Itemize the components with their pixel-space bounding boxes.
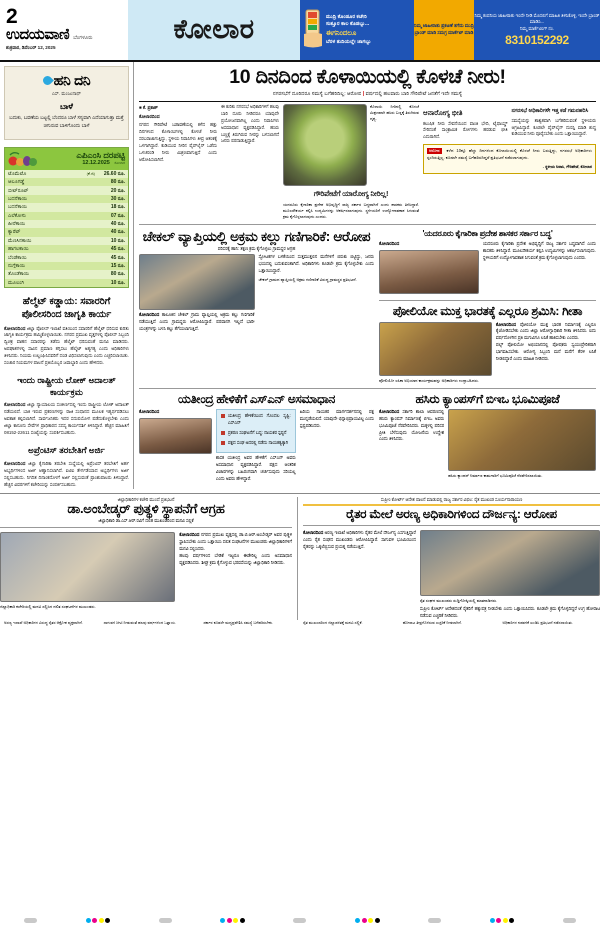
- mining-subheadline: ಪರಿಸರಕ್ಕೆ ಹಾನಿ: ತಕ್ಷಣ ಕ್ರಮ ಕೈಗೊಳ್ಳಲು ಗ್ರಾಮಸ್ಥರ ಆಗ್ರಹ: [217, 246, 296, 252]
- water-drop-icon: [41, 74, 54, 87]
- edition-label: ಬೆಂಗಳೂರು: [73, 35, 93, 41]
- polio-body-1: ಪೋಲಿಯೋ ಮುಕ್ತ ಭಾರತ ನಿರ್ಮಾಣಕ್ಕೆ ಎಲ್ಲರೂ ಕೈಜೋಡಿಸಬೇಕು ಎಂದು ಜಿಲ್ಲಾ ಆರೋಗ್ಯಾಧಿಕಾರಿ ಗೀತಾ ತಿಳಿಸಿದರು. ಐದು ವರ್ಷದೊಳಗಿನ ಪ್ರತಿ ಮಗುವಿಗೂ ಲಸಿಕೆ ಹಾಕಿಸಬೇಕು ಎಂದರು.: [495, 321, 597, 341]
- apmc-item-name: ಹಾಗಲಕಾಯಿ: [8, 246, 29, 253]
- lead-column-2: [221, 104, 279, 220]
- gray-patch: [563, 918, 576, 923]
- apmc-item-name: ಹೀರೆಕಾಯಿ: [8, 221, 26, 228]
- list-item: [221, 440, 291, 447]
- footnote-item: ಹೋರಾಟ ತೀವ್ರಗೊಳಿಸುವ ಎಚ್ಚರಿಕೆ ನೀಡಲಾಗಿದೆ.: [402, 620, 462, 626]
- apmc-item-name: ಕ್ಯಾರೆಟ್: [8, 229, 21, 236]
- cyan-dot: [86, 918, 91, 923]
- list-item: [221, 430, 291, 437]
- bl-kicker: ಜಿಲ್ಲಾಧಿಕಾರಿಗಳ ಕಚೇರಿ ಮುಂದೆ ಪ್ರತಿಭಟನೆ: [117, 496, 175, 502]
- polio-event-photo: [379, 322, 492, 376]
- lead-photo-caption-small: ಕೊಳಾಯಿ ನೀರಿನಲ್ಲಿ ಕೊಳಚೆ ಮಿಶ್ರಣವಾಗಿ ಹಸಿರು ಬಣ್ಣಕ್ಕೆ ತಿರುಗಿರುವ ದೃಶ್ಯ.: [370, 104, 419, 122]
- lead-photo-caption: ಗೌರಿಪೇಟೆಗೆ ಯಾರೋಗ್ಯ ನೀರಿಲ್ಲ!: [313, 189, 389, 199]
- table-row: [5, 237, 128, 245]
- apmc-item-unit: (ಕೆ.ಜಿ): [86, 170, 95, 176]
- lead-sub-left: ನಗರಸಭೆಗೆ ದೂರಿದರೂ ಸಮಸ್ಯೆ ಬಗೆಹರಿದಿಲ್ಲ: ಆರೋಪ: [272, 91, 362, 98]
- apmc-item-price: 18 ರೂ.: [110, 204, 125, 211]
- magenta-dot: [496, 918, 501, 923]
- mining-body-2: ಸ್ಫೋಟಕಗಳ ಬಳಕೆಯಿಂದ ಸುತ್ತಮುತ್ತಲಿನ ಮನೆಗಳಿಗೆ ಬಿರುಕು ಬಿಟ್ಟಿದ್ದು, ಜನರು ಭಯದಲ್ಲಿ ಬದುಕುವಂತಾಗಿದೆ. ಅಧಿಕಾರಿಗಳು ಕೂಡಲೇ ಕ್ರಮ ಕೈಗೊಳ್ಳಬೇಕು ಎಂದು ಒತ್ತಾಯಿಸಿದ್ದಾರೆ.: [258, 254, 374, 273]
- apmc-item-unit: [75, 213, 95, 219]
- ad-contact-label: ನಿಮ್ಮ ಮಾರ್ಕೆಟಿಂಗ್ ನಂ.: [519, 25, 555, 31]
- lead-body-2: ಈ ಕುರಿತು ನಗರಸಭೆ ಅಧಿಕಾರಿಗಳಿಗೆ ಹಲವು ಬಾರಿ ದೂರು ನೀಡಿದರೂ ಯಾವುದೇ ಪ್ರಯೋಜನವಾಗಿಲ್ಲ ಎಂದು ನಿವಾಸಿಗಳು ಅಸಮಾಧಾನ ವ್ಯಕ್ತಪಡಿಸಿದ್ದಾರೆ. ಹಸಿರು ಬಣ್ಣಕ್ಕೆ ತಿರುಗಿರುವ ನೀರನ್ನು ಬಳಸಲಾಗದೆ ಜನರು ಪರದಾಡುತ್ತಿದ್ದಾರೆ.: [221, 104, 279, 144]
- apmc-item-price: 20 ರೂ.: [110, 187, 125, 194]
- bottom-section: [0, 493, 600, 620]
- dc-office-photo: [0, 532, 175, 602]
- lead-byline-place: ಕೋಲಾರದಿಂದ: [139, 114, 160, 120]
- gray-patch: [24, 918, 37, 923]
- top-advertisement[interactable]: [300, 0, 600, 60]
- apmc-item-unit: [75, 263, 95, 269]
- black-dot: [375, 918, 380, 923]
- middle-band: [139, 229, 596, 384]
- apmc-source: ಕೋಲಾರ: [114, 160, 125, 165]
- footnote-row: [0, 620, 600, 626]
- br-headline: ರೈತರ ಮೇಲೆ ಅರಣ್ಯ ಅಧಿಕಾರಿಗಳಿಂದ ದೌರ್ಜನ್ಯ: ಆರೋಪ: [346, 506, 557, 521]
- gray-patch: [293, 918, 306, 923]
- polio-body-2: ಪಲ್ಸ್ ಪೋಲಿಯೋ ಅಭಿಯಾನದಲ್ಲಿ ಪೋಷಕರು ಸ್ವಯಂಪ್ರೇರಿತರಾಗಿ ಭಾಗವಹಿಸಬೇಕು. ಆರೋಗ್ಯ ಸಿಬ್ಬಂದಿ ಮನೆ ಮನೆಗೆ ತೆರಳಿ ಲಸಿಕೆ ನೀಡಲಿದ್ದಾರೆ ಎಂದು ಮಾಹಿತಿ ನೀಡಿದರು.: [495, 342, 596, 361]
- apmc-item-price: 10 ರೂ.: [110, 237, 125, 244]
- lead-byline: ■ ಕೆ. ಪ್ರಕಾಶ್: [139, 105, 158, 111]
- left-story-helmet: [4, 296, 129, 367]
- br-caption: ರೈತ ಸಂಘದ ಮುಖಂಡರು ಸುದ್ದಿಗೋಷ್ಠಿಯಲ್ಲಿ ಮಾತನಾಡಿದರು.: [419, 598, 498, 604]
- story-byline: ಕೋಲಾರದಿಂದ: [4, 402, 26, 408]
- list-item: [221, 413, 291, 427]
- quote-text: ಕಳೆದ 10ಕ್ಕೂ ಹೆಚ್ಚು ದಿನಗಳಿಂದ ಕೊಳಾಯಿಯಲ್ಲಿ ಕೊಳಚೆ ನೀರು ಬರುತ್ತಿದ್ದು, ನಗರಸಭೆ ಅಧಿಕಾರಿಗಳು ಸ್ಪಂದಿಸುತ್ತಿಲ್ಲ. ಕೂಡಲೇ ಸಮಸ್ಯೆ ಬಗೆಹರಿಸದಿದ್ದರೆ ಪ್ರತಿಭಟನೆ ನಡೆಸಲಾಗುವುದು.: [427, 148, 592, 160]
- bullet-icon: [221, 414, 225, 418]
- quote-attribution: - ಸ್ಥಳೀಯ ನಿವಾಸಿ, ಗೌರಿಪೇಟೆ, ಕೋಲಾರ: [542, 163, 592, 169]
- hanidani-title: ಹನಿ ದನಿ: [53, 72, 91, 88]
- mining-headline: ಚೇಕಲ್ ವ್ಯಾಪ್ತಿಯಲ್ಲಿ ಅಕ್ರಮ ಕಲ್ಲು ಗಣಿಗಾರಿಕೆ: ಆರೋಪ: [142, 229, 371, 245]
- apmc-item-name: ಆಲೂಗಡ್ಡೆ: [8, 179, 25, 186]
- br-body-2: ಸುಪ್ರೀಂ ಕೋರ್ಟ್ ಆದೇಶದಂತೆ ರೈತರಿಗೆ ಹಕ್ಕುಪತ್ರ ನೀಡಬೇಕು ಎಂದು ಒತ್ತಾಯಿಸಿದರು. ಕೂಡಲೇ ಕ್ರಮ ಕೈಗೊಳ್ಳದಿದ್ದರೆ ಉಗ್ರ ಹೋರಾಟ ನಡೆಸುವ ಎಚ್ಚರಿಕೆ ನೀಡಿದರು.: [419, 606, 600, 619]
- footnote-item: ಅಧಿಕಾರಿಗಳ ನಡವಳಿಕೆ ಖಂಡಿಸಿ ಪ್ರತಿಭಟನೆ ನಡೆಸಲಾಯಿತು.: [502, 620, 573, 626]
- color-dots: [355, 918, 380, 923]
- story-body: [4, 460, 129, 489]
- yellow-dot: [99, 918, 104, 923]
- third-band: [139, 393, 596, 483]
- apmc-item-name: ಟೊಮೆಟೊ: [8, 170, 27, 177]
- apmc-item-name: ಮೂಲಂಗಿ: [8, 279, 25, 286]
- gray-patch: [428, 918, 441, 923]
- apmc-item-name: ನುಗ್ಗೆಕಾಯಿ: [8, 262, 25, 269]
- apmc-item-unit: [75, 255, 95, 261]
- lead-body-1: ನಗರದ ಗೌರಿಪೇಟೆ ಬಡಾವಣೆಯಲ್ಲಿ ಕಳೆದ ಹತ್ತು ದಿನಗಳಿಂದ ಕೊಳಾಯಿಗಳಲ್ಲಿ ಕೊಳಚೆ ನೀರು ಸರಬರಾಜಾಗುತ್ತಿದ್ದು, ಸ್ಥಳೀಯ ನಿವಾಸಿಗಳು ತೀವ್ರ ಆತಂಕಕ್ಕೆ ಒಳಗಾಗಿದ್ದಾರೆ. ಕುಡಿಯುವ ನೀರಿನ ಪೈಪ್‌ಲೈನ್ ಒಡೆದು ಒಳಚರಂಡಿ ನೀರು ಮಿಶ್ರಣವಾಗುತ್ತಿದೆ ಎಂದು ಆರೋಪಿಸಲಾಗಿದೆ.: [139, 122, 217, 162]
- table-row: [5, 262, 128, 270]
- box1-body: ಕಲುಷಿತ ನೀರು ಸೇವನೆಯಿಂದ ವಾಂತಿ ಭೇದಿ, ಟೈಫಾಯ್ಡ್ ಸೇರಿದಂತೆ ಸಾಂಕ್ರಾಮಿಕ ರೋಗಗಳು ಹರಡುವ ಭೀತಿ ಎದುರಾಗಿದೆ.: [423, 120, 508, 140]
- ad-middle-line: ನಿಮ್ಮ ಜಾಹೀರಾತು ಪ್ರಕಟಣೆ ತಗೆದು ಮುದ್ರಿ ಬ್ರಾಂಡ್ ಮಾಡಿ ಸಮಗ್ರ ಮಾರ್ಕೆಟ್ ಮಾಡಿ: [414, 23, 474, 35]
- mining-protest-photo: [139, 254, 255, 310]
- issue-date: ಶುಕ್ರವಾರ, ಡಿಸೆಂಬರ್ 12, 2025: [6, 44, 56, 50]
- polio-byline: ಕೋಲಾರದಿಂದ: [495, 321, 516, 327]
- table-row: [5, 186, 128, 194]
- lead-story: [139, 67, 596, 220]
- yellow-dot: [233, 918, 238, 923]
- cyan-dot: [355, 918, 360, 923]
- ad-highlight2: ಬೆರಳ ತುದಿಯಲ್ಲೇ ಜಾಗಬ್ಬು: [326, 38, 372, 45]
- bl-body-1: ನಗರದ ಪ್ರಮುಖ ವೃತ್ತದಲ್ಲಿ ಡಾ.ಬಿ.ಆರ್.ಅಂಬೇಡ್ಕರ್ ಅವರ ಪುತ್ಥಳಿ ಸ್ಥಾಪಿಸಬೇಕು ಎಂದು ಒತ್ತಾಯಿಸಿ ದಲಿತ ಸಂಘಟನೆಗಳ ಮುಖಂಡರು ಜಿಲ್ಲಾಧಿಕಾರಿಗಳಿಗೆ ಮನವಿ ಸಲ್ಲಿಸಿದರು.: [179, 532, 292, 551]
- br-kicker: ಸುಪ್ರೀಂ ಕೋರ್ಟ್ ಆದೇಶ ಪಾಲನೆ ಮಾಡುವಲ್ಲಿ ರಾಜ್ಯ ಸರ್ಕಾರ ವಿಫಲ: ರೈತ ಮುಖಂಡ ಸೂರ್ಯನಾರಾಯಣ: [380, 496, 523, 502]
- color-dots: [220, 918, 245, 923]
- black-dot: [240, 918, 245, 923]
- speaker-portrait-photo: [379, 250, 479, 294]
- table-row: [5, 270, 128, 278]
- bl-subheadline: ಜಿಲ್ಲಾಧಿಕಾರಿ ಡಾ.ಎಸ್.ಆರ್.ರವಿಗೆ ದಲಿತ ಮುಖಂಡರಿಂದ ಮನವಿ ಸಲ್ಲಿಕೆ: [98, 518, 194, 524]
- magenta-dot: [227, 918, 232, 923]
- table-row: [5, 178, 128, 186]
- apmc-item-price: 80 ರೂ.: [110, 179, 125, 186]
- apmc-item-price: 30 ರೂ.: [110, 195, 125, 202]
- quote-flag: ಆರೋಪ: [429, 149, 440, 154]
- lead-sub-separator: |: [362, 91, 365, 98]
- mining-byline: ಕೋಲಾರದಿಂದ: [139, 312, 160, 318]
- story-body: [4, 401, 129, 437]
- apmc-date: 12.12.2025: [82, 159, 110, 166]
- hanidani-author: ಎಸ್. ಮಂಜುನಾಥ್: [51, 91, 81, 96]
- table-row: [5, 220, 128, 228]
- magenta-dot: [362, 918, 367, 923]
- apmc-item-unit: [75, 204, 95, 210]
- box2-title: ನಗರಸಭೆ ಅಧಿಕಾರಿಗಳೇ ಇತ್ತ ಕಡೆ ಗಮನಹರಿಸಿ: [511, 108, 589, 115]
- ad-middle-text: [414, 0, 474, 60]
- bl-body-2: ಹಲವು ವರ್ಷಗಳಿಂದ ಬೇಡಿಕೆ ಇಟ್ಟರೂ ಈಡೇರಿಲ್ಲ ಎಂದು ಅಸಮಾಧಾನ ವ್ಯಕ್ತಪಡಿಸಿದರು. ಶೀಘ್ರ ಕ್ರಮ ಕೈಗೊಳ್ಳುವ ಭರವಸೆಯನ್ನು ಜಿಲ್ಲಾಧಿಕಾರಿ ನೀಡಿದರು.: [179, 552, 292, 565]
- left-story-lokadalat: [4, 375, 129, 437]
- yellow-dot: [503, 918, 508, 923]
- apmc-item-price: 80 ರೂ.: [110, 271, 125, 278]
- box2-body: ಸಮಸ್ಯೆಯನ್ನು ಶಾಶ್ವತವಾಗಿ ಬಗೆಹರಿಸುವಂತೆ ಸ್ಥಳೀಯರು ಆಗ್ರಹಿಸಿದ್ದಾರೆ. ಕೂಡಲೇ ಪೈಪ್‌ಲೈನ್ ದುರಸ್ತಿ ಮಾಡಿ ಶುದ್ಧ ಕುಡಿಯುವ ನೀರು ಪೂರೈಸಬೇಕು ಎಂದು ಒತ್ತಾಯಿಸಿದ್ದಾರೆ.: [511, 117, 596, 137]
- apmc-item-name: ಎಲೆಕೋಸು: [8, 212, 26, 219]
- story-mining: [139, 229, 374, 384]
- footnote-item: ಸರ್ಕಾರ ಕೂಡಲೇ ಮಧ್ಯಪ್ರವೇಶಿಸಿ ಸಮಸ್ಯೆ ಬಗೆಹರಿಸಬೇಕು.: [203, 620, 274, 626]
- masthead-identity: [0, 0, 128, 60]
- right-band: [379, 229, 596, 384]
- apmc-item-price: 45 ರೂ.: [110, 246, 125, 253]
- black-dot: [105, 918, 110, 923]
- magenta-dot: [92, 918, 97, 923]
- apmc-item-price: 10 ರೂ.: [110, 279, 125, 286]
- lead-subheadline: [139, 91, 596, 98]
- yatindra-byline: ಕೋಲಾರದಿಂದ: [139, 408, 160, 414]
- br-byline: ಕೋಲಾರದಿಂದ: [303, 530, 324, 536]
- city-name: ಕೋಲಾರ: [173, 14, 255, 44]
- hasiru-caption: ಹಸಿರು ಕ್ಯಾಂಪಸ್ ನಿರ್ಮಾಣ ಕಾಮಗಾರಿಗೆ ಭೂಮಿಪೂಜೆ ನೆರವೇರಿಸಲಾಯಿತು.: [448, 472, 543, 478]
- story-byline: ಕೋಲಾರದಿಂದ: [4, 325, 26, 331]
- apmc-item-unit: [75, 238, 95, 244]
- ad-contact: [474, 0, 600, 60]
- ad-line1: ಮುದ್ರಿ ಕೊಂಡೂರ ಕಚೇರಿ: [326, 13, 367, 20]
- hanidani-poetry-box: [4, 66, 129, 140]
- ad-phone-number[interactable]: 8310152292: [505, 33, 569, 48]
- footnote-item: ಸಾಗುವಳಿ ಚೀಟಿ ನೀಡುವಂತೆ ಹಲವು ವರ್ಷಗಳಿಂದ ಒತ್ತಾಯ.: [103, 620, 176, 626]
- footnote-item: ಅರಣ್ಯ ಇಲಾಖೆ ಅಧಿಕಾರಿಗಳ ವಿರುದ್ಧ ರೈತರ ಆಕ್ರೋಶ ವ್ಯಕ್ತವಾಗಿದೆ.: [4, 620, 83, 626]
- apmc-item-price: 40 ರೂ.: [110, 221, 125, 228]
- lead-column-4: [423, 104, 596, 220]
- contaminated-water-photo: [283, 104, 367, 186]
- lead-headline: 10 ದಿನದಿಂದ ಕೊಳಾಯಿಯಲ್ಲಿ ಕೊಳಚೆ ನೀರು!: [229, 66, 506, 88]
- apmc-price-table: [4, 147, 129, 288]
- story-text: ಜಿಲ್ಲಾ ಪೊಲೀಸ್ ಇಲಾಖೆ ವತಿಯಿಂದ ಸವಾರರಿಗೆ ಹೆಲ್ಮೆಟ್ ಧರಿಸುವ ಕುರಿತು ಜಾಗೃತಿ ಕಾರ್ಯಕ್ರಮ ಹಮ್ಮಿಕೊಳ್ಳಲಾಯಿತು. ನಗರದ ಪ್ರಮುಖ ವೃತ್ತಗಳಲ್ಲಿ ಪೊಲೀಸ್ ಸಿಬ್ಬಂದಿ ದ್ವಿಚಕ್ರ ವಾಹನ ಸವಾರರನ್ನು ತಡೆದು ಹೆಲ್ಮೆಟ್ ಧರಿಸುವಂತೆ ಮನವಿ ಮಾಡಿದರು. ಅಪಘಾತಗಳಲ್ಲಿ ಸಾವಿನ ಪ್ರಮಾಣ ತಗ್ಗಿಸಲು ಹೆಲ್ಮೆಟ್ ಅತ್ಯಗತ್ಯ ಎಂದು ಅಧಿಕಾರಿಗಳು ತಿಳಿಸಿದರು. ನಿಯಮ ಉಲ್ಲಂಘಿಸಿದವರಿಗೆ ದಂಡ ವಿಧಿಸಲಾಗುವುದು ಎಂದು ಎಚ್ಚರಿಸಲಾಯಿತು. ಸಂಚಾರ ನಿಯಮಗಳ ಪಾಲನೆ ಪ್ರತಿಯೊಬ್ಬರ ಜವಾಬ್ದಾರಿ ಎಂದು ಹೇಳಿದರು.: [4, 325, 129, 366]
- lead-columns: [139, 104, 596, 220]
- bullet-text: ಯತೀಂದ್ರ ಹೇಳಿಕೆಯಿಂದ ಗೊಂದಲ ಸೃಷ್ಟಿ: ಎಸ್‌ಎನ್: [227, 412, 291, 425]
- story-headline: ಹೆಲ್ಮೆಟ್ ಕಡ್ಡಾಯ: ಸವಾರರಿಗೆ ಪೊಲೀಸರಿಂದ ಜಾಗೃತಿ ಕಾರ್ಯ: [21, 295, 112, 320]
- story-hasiru: [379, 393, 596, 483]
- hasiru-headline: ಹಸಿರು ಕ್ಯಾಂಪಸ್‌ಗೆ ಬಿಇಒ ಭೂಮಿಪೂಜೆ: [415, 391, 560, 406]
- page-number: 2: [6, 5, 18, 28]
- bullet-icon: [221, 431, 225, 435]
- bullet-text: ಪ್ರಕರಣ ಸಂಘಟನೆಗೆ ಬದ್ಧ: ನಾಯಕರ ಸ್ಪಷ್ಟನೆ: [227, 429, 287, 435]
- apmc-item-name: ಬೆಂಡೆಕಾಯಿ: [8, 254, 27, 261]
- apmc-item-name: ಬದನೆಕಾಯಿ: [8, 195, 27, 202]
- table-row: [5, 228, 128, 236]
- polio-headline: ಪೋಲಿಯೋ ಮುಕ್ತ ಭಾರತಕ್ಕೆ ಎಲ್ಲರೂ ಶ್ರಮಿಸಿ: ಗೀತಾ: [392, 304, 583, 319]
- apmc-item-unit: [75, 246, 95, 252]
- paper-name: ಉದಯವಾಣಿ: [6, 26, 70, 43]
- city-banner: [128, 0, 300, 60]
- color-dots: [86, 918, 111, 923]
- apmc-item-unit: [75, 229, 95, 235]
- apmc-item-price: 26.60 ರೂ.: [103, 170, 125, 177]
- story-text: ಜಿಲ್ಲಾ ನ್ಯಾಯಾಲಯ ಸಂಕೀರ್ಣದಲ್ಲಿ ಇಂದು ರಾಷ್ಟ್ರೀಯ ಲೋಕ್ ಅದಾಲತ್ ನಡೆಯಲಿದೆ. ಬಾಕಿ ಇರುವ ಪ್ರಕರಣಗಳನ್ನು ರಾಜಿ ಸಂಧಾನದ ಮೂಲಕ ಇತ್ಯರ್ಥಪಡಿಸಲು ಅವಕಾಶ ಕಲ್ಪಿಸಲಾಗಿದೆ. ಸಾರ್ವಜನಿಕರು ಇದರ ಸದುಪಯೋಗ ಪಡೆದುಕೊಳ್ಳಬೇಕು ಎಂದು ಜಿಲ್ಲಾ ಕಾನೂನು ಸೇವೆಗಳ ಪ್ರಾಧಿಕಾರದ ಸದಸ್ಯ ಕಾರ್ಯದರ್ಶಿ ತಿಳಿಸಿದ್ದಾರೆ. ಹೆಚ್ಚಿನ ಮಾಹಿತಿಗೆ 08152-22611 ಸಂಖ್ಯೆಯನ್ನು ಸಂಪರ್ಕಿಸಬಹುದು.: [4, 402, 129, 436]
- apmc-title: ಎಪಿಎಂಸಿ ದರಪಟ್ಟಿ: [76, 150, 125, 161]
- apmc-item-price: 40 ರೂ.: [110, 229, 125, 236]
- ad-highlight1: ಈಗನಿಂದಲೂ: [326, 29, 357, 37]
- story-headline: ಅಪ್ರೆಂಟಿಸ್ ತರಬೇತಿಗೆ ಅರ್ಜಿ: [28, 445, 105, 456]
- yellow-rule: [303, 504, 600, 506]
- story-headline: ಇಂದು ರಾಷ್ಟ್ರೀಯ ಲೋಕ್ ಅದಾಲತ್ ಕಾರ್ಯಕ್ರಮ: [17, 375, 116, 397]
- masthead: [0, 0, 600, 62]
- table-row: [5, 279, 128, 287]
- yadaduru-headline: 'ಯದರೂರು ಕೈಗಾರಿಕಾ ಪ್ರದೇಶ ಶಾಸಕರ ಸರ್ಕಾರ ಬದ್ಧ': [422, 229, 553, 239]
- left-story-apprentice: [4, 445, 129, 488]
- story-body: [4, 325, 129, 368]
- yadaduru-byline: ಕೋಲಾರದಿಂದ: [379, 241, 400, 247]
- hand-phone-icon: [302, 8, 324, 48]
- yatindra-portrait-photo: [139, 418, 212, 454]
- bl-byline: ಕೋಲಾರದಿಂದ: [179, 532, 200, 538]
- gray-patch: [159, 918, 172, 923]
- lead-photo-block: [283, 104, 419, 220]
- br-body-1: ಅರಣ್ಯ ಇಲಾಖೆ ಅಧಿಕಾರಿಗಳು ರೈತರ ಮೇಲೆ ದೌರ್ಜನ್ಯ ಎಸಗುತ್ತಿದ್ದಾರೆ ಎಂದು ರೈತ ಸಂಘದ ಮುಖಂಡರು ಆರೋಪಿಸಿದ್ದಾರೆ. ಸಾಗುವಳಿ ಭೂಮಿಯಿಂದ ರೈತರನ್ನು ಒಕ್ಕಲೆಬ್ಬಿಸುವ ಪ್ರಯತ್ನ ನಡೆಯುತ್ತಿದೆ.: [303, 530, 416, 550]
- vegetables-icon: [8, 150, 38, 168]
- bl-caption: ಜಿಲ್ಲಾಧಿಕಾರಿ ಕಚೇರಿಯಲ್ಲಿ ಮನವಿ ಸಲ್ಲಿಸಿದ ದಲಿತ ಸಂಘಟನೆಗಳ ಮುಖಂಡರು.: [0, 604, 96, 610]
- content-grid: [0, 62, 600, 489]
- yatindra-headline: ಯತೀಂದ್ರ ಹೇಳಿಕೆಗೆ ಎಸ್‌ಎನ್ ಅಸಮಾಧಾನ: [177, 391, 336, 406]
- yellow-dot: [368, 918, 373, 923]
- lead-column-1: [139, 104, 217, 220]
- table-row: [5, 212, 128, 220]
- ad-line2: ಸುತ್ತೂರ ಕಾಲ ಕೊಡಬ್ಬು...: [326, 21, 370, 28]
- cyan-dot: [220, 918, 225, 923]
- bottom-right-story: [298, 497, 600, 620]
- poem-title: ಬಾಳೆ: [60, 102, 73, 111]
- apmc-item-name: ಮೆಣಸಿನಕಾಯಿ: [8, 237, 32, 244]
- apmc-header: [5, 148, 128, 170]
- table-row: [5, 203, 128, 211]
- apmc-item-price: 07 ರೂ.: [110, 212, 125, 219]
- farmers-meeting-photo: [420, 530, 600, 596]
- hasiru-byline: ಕೋಲಾರದಿಂದ: [379, 408, 400, 414]
- bullet-icon: [221, 441, 225, 445]
- left-sidebar: [0, 62, 134, 489]
- mining-caption: ಚೇಕಲ್ ಗ್ರಾಮದ ವ್ಯಾಪ್ತಿಯಲ್ಲಿ ಅಕ್ರಮ ಗಣಿಗಾರಿಕೆ ವಿರುದ್ಧ ಗ್ರಾಮಸ್ಥರ ಪ್ರತಿಭಟನೆ.: [258, 276, 357, 282]
- apmc-item-name: ತೊಂಡೆಕಾಯಿ: [8, 271, 30, 278]
- apmc-item-price: 15 ರೂ.: [110, 262, 125, 269]
- table-row: [5, 170, 128, 178]
- yatindra-bullets: [216, 409, 296, 454]
- apmc-item-unit: [75, 280, 95, 286]
- yatindra-body-2: ಹಿರಿಯ ನಾಯಕರ ಮಾರ್ಗದರ್ಶನದಲ್ಲಿ ಪಕ್ಷ ಮುನ್ನಡೆಯಲಿದೆ. ಯಾವುದೇ ಭಿನ್ನಾಭಿಪ್ರಾಯವಿಲ್ಲ ಎಂದು ಸ್ಪಷ್ಟಪಡಿಸಿದರು.: [299, 408, 374, 428]
- main-content: [134, 62, 600, 489]
- lead-sub-right: ವರ್ಷದಲ್ಲಿ ಹಲವಾರು ಬಾರಿ ಗೌರಿಪೇಟೆ ಜನತೆಗೆ ಇದೇ ಸಮಸ್ಯೆ: [365, 91, 463, 98]
- table-row: [5, 253, 128, 261]
- bl-headline: ಡಾ.ಅಂಬೇಡ್ಕರ್ ಪುತ್ಥಳಿ ಸ್ಥಾಪನೆಗೆ ಆಗ್ರಹ: [67, 500, 225, 516]
- print-registration-bar: [0, 912, 600, 928]
- cyan-dot: [490, 918, 495, 923]
- lead-quote-box: [423, 144, 596, 174]
- bottom-left-story: [0, 497, 298, 620]
- apmc-item-unit: [75, 196, 95, 202]
- story-yatindra: [139, 393, 374, 483]
- hanidani-logo: [43, 72, 91, 89]
- hasiru-body: ಸರ್ಕಾರಿ ಶಾಲಾ ಆವರಣದಲ್ಲಿ ಹಸಿರು ಕ್ಯಾಂಪಸ್ ನಿರ್ಮಾಣಕ್ಕೆ ಬಿಇಒ ಅವರು ಭೂಮಿಪೂಜೆ ನೆರವೇರಿಸಿದರು. ಮಕ್ಕಳಲ್ಲಿ ಪರಿಸರ ಪ್ರೀತಿ ಬೆಳೆಸುವುದು ಯೋಜನೆಯ ಉದ್ದೇಶ ಎಂದು ತಿಳಿಸಿದರು.: [379, 408, 445, 442]
- apmc-item-unit: [75, 221, 95, 227]
- ad-right-line: ನಿಮ್ಮ ಕಂಪನಿಯ ಜಾಹೀರಾತು ಇಂದೇ ನೀಡಿ ಮೊದಲಿಗೆ ಮಾಹಿತಿ ತಿಳಿಸಿಕೊಳ್ಳಿ, ಇಂದೇ ಬ್ರಾಂಡ್ ಮಾಡಿಸಿ...: [474, 12, 600, 25]
- apmc-item-unit: [75, 188, 95, 194]
- apmc-item-name: ಬೀಟ್‌ರೂಟ್: [8, 187, 29, 194]
- apmc-item-unit: [75, 179, 95, 185]
- color-dots: [490, 918, 515, 923]
- yadaduru-body: ಯದರೂರು ಕೈಗಾರಿಕಾ ಪ್ರದೇಶ ಅಭಿವೃದ್ಧಿಗೆ ರಾಜ್ಯ ಸರ್ಕಾರ ಬದ್ಧವಾಗಿದೆ ಎಂದು ಶಾಸಕರು ತಿಳಿಸಿದ್ದಾರೆ. ಮೂಲಸೌಕರ್ಯ ಕಲ್ಪಿಸಿ ಉದ್ಯಮಿಗಳನ್ನು ಆಕರ್ಷಿಸಲಾಗುವುದು. ಸ್ಥಳೀಯರಿಗೆ ಉದ್ಯೋಗಾವಕಾಶ ಸಿಗುವಂತೆ ಕ್ರಮ ಕೈಗೊಳ್ಳಲಾಗುವುದು ಎಂದರು.: [482, 241, 596, 260]
- lead-reporter: ಕೆ. ಪ್ರಕಾಶ್: [142, 105, 158, 111]
- apmc-item-name: ಬದನೆಕಾಯಿ: [8, 204, 27, 211]
- lead-extra-text: ಯದರೂರು ಕೈಗಾರಿಕಾ ಪ್ರದೇಶ ಅಭಿವೃದ್ಧಿಗೆ ರಾಜ್ಯ ಸರ್ಕಾರ ಬದ್ಧವಾಗಿದೆ ಎಂದು ಶಾಸಕರು ತಿಳಿಸಿದ್ದಾರೆ. ಮೂಲಸೌಕರ್ಯ ಕಲ್ಪಿಸಿ ಉದ್ಯಮಿಗಳನ್ನು ಆಕರ್ಷಿಸಲಾಗುವುದು. ಸ್ಥಳೀಯರಿಗೆ ಉದ್ಯೋಗಾವಕಾಶ ಸಿಗುವಂತೆ ಕ್ರಮ ಕೈಗೊಳ್ಳಲಾಗುವುದು ಎಂದರು.: [283, 202, 419, 220]
- mining-body-1: ತಾಲೂಕಿನ ಚೇಕಲ್ ಗ್ರಾಮ ವ್ಯಾಪ್ತಿಯಲ್ಲಿ ಅಕ್ರಮ ಕಲ್ಲು ಗಣಿಗಾರಿಕೆ ನಡೆಯುತ್ತಿದೆ ಎಂದು ಗ್ರಾಮಸ್ಥರು ಆರೋಪಿಸಿದ್ದಾರೆ. ಪರವಾನಗಿ ಇಲ್ಲದೆ ಭಾರೀ ಯಂತ್ರಗಳನ್ನು ಬಳಸಿ ಕಲ್ಲು ತೆಗೆಯಲಾಗುತ್ತಿದೆ.: [139, 312, 255, 331]
- polio-caption: ಪೋಲಿಯೋ ಲಸಿಕಾ ಅಭಿಯಾನ ಕಾರ್ಯಕ್ರಮವನ್ನು ಅಧಿಕಾರಿಗಳು ಉದ್ಘಾಟಿಸಿದರು.: [379, 377, 480, 383]
- footnote-item: ರೈತ ಮುಖಂಡರಿಂದ ಜಿಲ್ಲಾಡಳಿತಕ್ಕೆ ಮನವಿ ಸಲ್ಲಿಕೆ.: [303, 620, 363, 626]
- story-text: ಜಿಲ್ಲಾ ಕೈಗಾರಿಕಾ ತರಬೇತಿ ಸಂಸ್ಥೆಯಲ್ಲಿ ಅಪ್ರೆಂಟಿಸ್ ತರಬೇತಿಗೆ ಅರ್ಹ ಅಭ್ಯರ್ಥಿಗಳಿಂದ ಅರ್ಜಿ ಆಹ್ವಾನಿಸಲಾಗಿದೆ. ಐಟಿಐ ತೇರ್ಗಡೆಯಾದ ಅಭ್ಯರ್ಥಿಗಳು ಅರ್ಜಿ ಸಲ್ಲಿಸಬಹುದು. ನಿಗದಿತ ದಿನಾಂಕದೊಳಗೆ ಅರ್ಜಿ ಸಲ್ಲಿಸುವಂತೆ ಪ್ರಾಂಶುಪಾಲರು ತಿಳಿಸಿದ್ದಾರೆ. ಹೆಚ್ಚಿನ ವಿವರಗಳಿಗೆ ಕಚೇರಿಯನ್ನು ಸಂಪರ್ಕಿಸಬಹುದು.: [4, 460, 129, 487]
- bhoomi-pooje-photo: [448, 409, 596, 471]
- box1-title: ಆನಾರೋಗ್ಯ ಭೀತಿ: [423, 108, 463, 118]
- apmc-item-price: 45 ರೂ.: [110, 254, 125, 261]
- yatindra-body-1: ಶಾಸಕ ಯತೀಂದ್ರ ಅವರ ಹೇಳಿಕೆಗೆ ಎಸ್‌ಎನ್ ಅವರು ಅಸಮಾಧಾನ ವ್ಯಕ್ತಪಡಿಸಿದ್ದಾರೆ. ಪಕ್ಷದ ಆಂತರಿಕ ವಿಚಾರಗಳನ್ನು ಬಹಿರಂಗವಾಗಿ ಚರ್ಚಿಸುವುದು ಸರಿಯಲ್ಲ ಎಂದು ಅವರು ಹೇಳಿದ್ದಾರೆ.: [215, 455, 296, 482]
- poem-text: ಬದುಕು, ಬವಣೆಯ ಬಟ್ಟಲ್ಲಿ ಬೆಂದರೂ ಬಾಳೆ ಸಸ್ಯವಾಗಿ ಎದೆಯಾಗುತ್ತಾ ಮತ್ತೆ ಚಿಗುರುವ ಬಾಳಿಗೊಂದು ಬಾಳೆ: [9, 116, 124, 130]
- black-dot: [509, 918, 514, 923]
- bullet-text: ಪಕ್ಷದ ಸಂಘ ಅದರಲ್ಲಿ ನಡೆದು ನಾಯಕತ್ವಕ್ಕಾಗಿ: [227, 439, 289, 445]
- story-byline: ಕೋಲಾರದಿಂದ: [4, 460, 26, 466]
- apmc-item-unit: [75, 271, 95, 277]
- table-row: [5, 195, 128, 203]
- table-row: [5, 245, 128, 253]
- apmc-rows: [5, 170, 128, 287]
